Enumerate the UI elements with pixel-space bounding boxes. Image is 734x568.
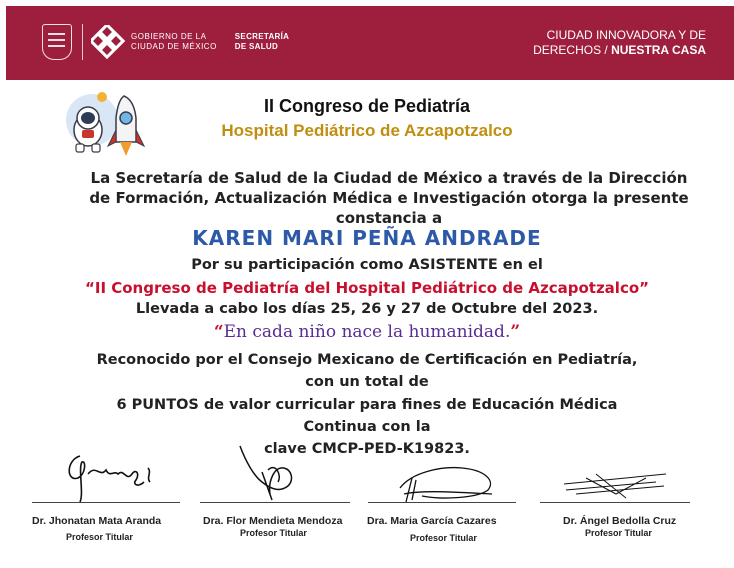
signatory-name-2: Dra. Flor Mendieta Mendoza: [203, 515, 343, 527]
signatory-role-4: Profesor Titular: [585, 528, 652, 538]
event-dates: Llevada a cabo los días 25, 26 y 27 de Octubre del 2023.: [135, 301, 599, 317]
recognition-line-5: clave CMCP-PED-K19823.: [264, 441, 470, 457]
signatory-name-1: Dr. Jhonatan Mata Aranda: [32, 515, 162, 527]
motto-quote: “En cada niño nace la humanidad.”: [213, 322, 521, 342]
event-name: “II Congreso de Pediatría del Hospital Pediátrico de Azcapotzalco”: [85, 279, 649, 297]
signature-line-4: [540, 502, 690, 503]
signatory-role-2: Profesor Titular: [240, 528, 307, 538]
recipient-name: KAREN MARI PEÑA ANDRADE: [192, 226, 542, 250]
signatory-role-1: Profesor Titular: [66, 532, 133, 542]
recognition-line-2: con un total de: [305, 374, 429, 390]
participation-line: Por su participación como ASISTENTE en el: [191, 257, 543, 273]
signature-line-2: [200, 502, 350, 503]
signatory-name-3: Dra. Maria García Cazares: [367, 515, 497, 527]
hospital-title: Hospital Pediátrico de Azcapotzalco: [221, 121, 513, 140]
signature-3: [392, 458, 512, 504]
secretariat-name: SECRETARÍA DE SALUD: [234, 32, 290, 51]
recognition-line-1: Reconocido por el Consejo Mexicano de Certificación en Pediatría,: [96, 352, 638, 368]
header-band: [6, 6, 734, 80]
signatory-name-4: Dr. Ángel Bedolla Cruz: [563, 515, 677, 527]
cdmx-logo-icon: [91, 25, 125, 59]
slogan: CIUDAD INNOVADORA Y DE DERECHOS / NUESTRA CASA: [533, 28, 706, 57]
congress-title: II Congreso de Pediatría: [263, 96, 471, 116]
government-name: GOBIERNO DE LA CIUDAD DE MÉXICO: [131, 32, 217, 51]
logo-divider: [82, 24, 83, 60]
signature-line-1: [32, 502, 180, 503]
government-logos: [42, 20, 289, 64]
intro-paragraph: La Secretaría de Salud de la Ciudad de México a través de la Dirección de Formación, Actualización Médica e Investigación otorga la presente constancia a: [89, 169, 689, 227]
recognition-line-3: 6 PUNTOS de valor curricular para fines de Educación Médica: [116, 397, 618, 413]
signature-1: [60, 448, 160, 504]
signatory-role-3: Profesor Titular: [410, 533, 477, 543]
signature-4: [556, 464, 676, 504]
signature-2: [232, 442, 312, 504]
recognition-line-4: Continua con la: [303, 419, 431, 435]
signature-line-3: [368, 502, 516, 503]
cdmx-shield-icon: [42, 24, 72, 60]
